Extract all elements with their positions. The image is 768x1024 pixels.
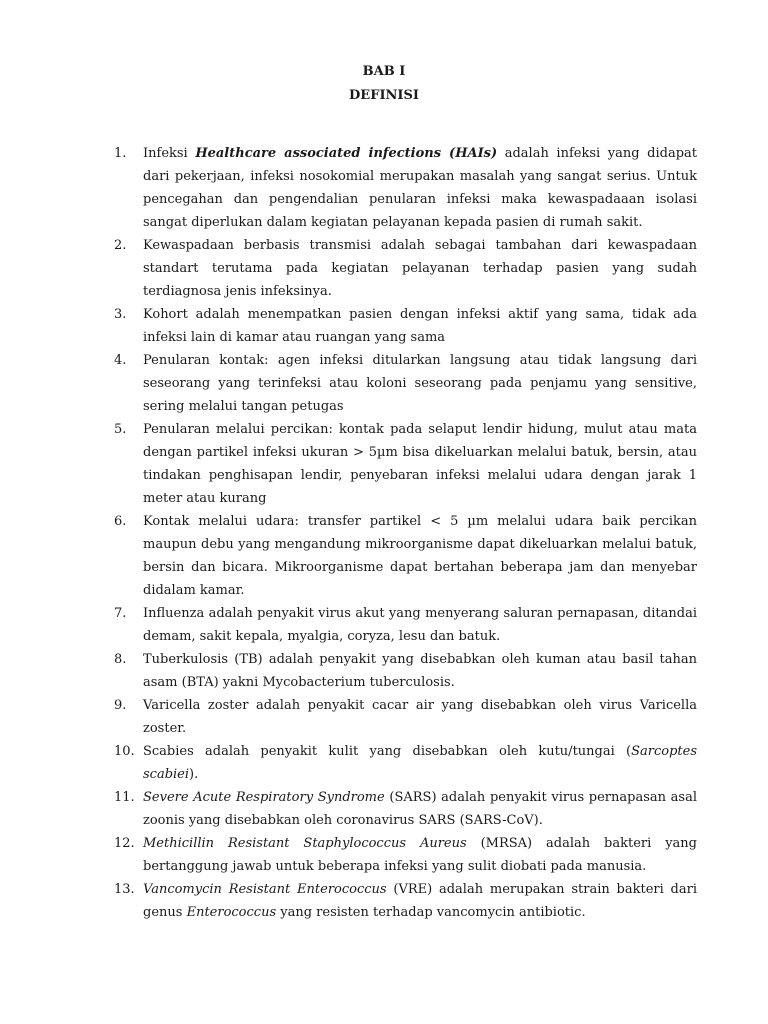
text-segment: Varicella zoster adalah penyakit cacar air yang disebabkan oleh virus Varicella zoster. [143,698,697,736]
item-number: 4. [114,353,127,368]
item-text [143,146,697,230]
text-segment: Severe Acute Respiratory Syndrome [143,790,385,805]
text-segment: Infeksi [143,146,196,161]
text-segment: Penularan melalui percikan: kontak pada selaput lendir hidung, mulut atau mata dengan partikel infeksi ukuran > 5µm bisa dikeluarkan melalui batuk, bersin, atau tindakan penghisapan lendir, penyebaran infeksi melalui udara dengan jarak 1 meter atau kurang [143,422,697,506]
definition-item [114,510,697,602]
item-text [143,836,697,874]
item-text [143,606,697,644]
definition-item [114,878,697,924]
definition-item [114,142,697,234]
definition-item [114,694,697,740]
item-number: 1. [114,146,127,161]
item-text [143,422,697,506]
definition-item [114,234,697,303]
text-segment: (SARS) adalah penyakit virus pernapasan asal zoonis yang disebabkan oleh coronavirus SARS (SARS-CoV). [143,790,697,828]
text-segment: Scabies adalah penyakit kulit yang disebabkan oleh kutu/tungai ( [143,744,632,759]
definition-item [114,648,697,694]
chapter-heading: BAB I [362,64,406,79]
item-number: 10. [114,744,135,759]
item-number: 2. [114,238,127,253]
definition-item [114,786,697,832]
item-number: 6. [114,514,127,529]
item-number: 12. [114,836,135,851]
item-number: 8. [114,652,127,667]
text-segment: ). [189,767,199,782]
text-segment: Penularan kontak: agen infeksi ditularkan langsung atau tidak langsung dari seseorang yang terinfeksi atau koloni seseorang pada penjamu yang sensitive, sering melalui tangan petugas [143,353,697,414]
item-text [143,882,697,920]
text-segment: yang resisten terhadap vancomycin antibiotic. [276,905,586,920]
item-text [143,353,697,414]
text-segment: (MRSA) adalah bakteri yang bertanggung jawab untuk beberapa infeksi yang sulit diobati pada manusia. [143,836,697,874]
definition-item [114,740,697,786]
text-segment: Kewaspadaan berbasis transmisi adalah sebagai tambahan dari kewaspadaan standart terutama pada kegiatan pelayanan terhadap pasien yang sudah terdiagnosa jenis infeksinya. [143,238,697,299]
item-text [143,514,697,598]
definition-item [114,303,697,349]
text-segment: (VRE) adalah merupakan strain bakteri dari genus [143,882,697,920]
item-text [143,744,697,782]
text-segment: Sarcoptes scabiei [143,744,697,782]
definition-item [114,832,697,878]
text-segment: Kontak melalui udara: transfer partikel < 5 µm melalui udara baik percikan maupun debu yang mengandung mikroorganisme dapat dikeluarkan melalui batuk, bersin dan bicara. Mikroorganisme dapat bertahan beberapa jam dan menyebar didalam kamar. [143,514,697,598]
item-number: 11. [114,790,135,805]
definition-item [114,602,697,648]
item-text [143,698,697,736]
item-number: 3. [114,307,127,322]
text-segment: Methicillin Resistant Staphylococcus Aureus [143,836,467,851]
item-number: 13. [114,882,135,897]
text-segment: Kohort adalah menempatkan pasien dengan infeksi aktif yang sama, tidak ada infeksi lain di kamar atau ruangan yang sama [143,307,697,345]
item-number: 5. [114,422,127,437]
text-segment: Influenza adalah penyakit virus akut yang menyerang saluran pernapasan, ditandai demam, sakit kepala, myalgia, coryza, lesu dan batuk. [143,606,697,644]
text-segment: Healthcare associated infections (HAIs) [195,146,498,161]
item-text [143,652,697,690]
chapter-title: DEFINISI [349,88,419,103]
item-text [143,790,697,828]
text-segment: Tuberkulosis (TB) adalah penyakit yang disebabkan oleh kuman atau basil tahan asam (BTA) yakni Mycobacterium tuberculosis. [143,652,697,690]
item-number: 7. [114,606,127,621]
definition-item [114,418,697,510]
definition-list [114,142,697,924]
text-segment: Vancomycin Resistant Enterococcus [143,882,387,897]
item-text [143,238,697,299]
item-text [143,307,697,345]
text-segment: adalah infeksi yang didapat dari pekerjaan, infeksi nosokomial merupakan masalah yang sangat serius. Untuk pencegahan dan pengendalian penularan infeksi maka kewaspadaaan isolasi sangat diperlukan dalam kegiatan pelayanan kepada pasien di rumah sakit. [143,146,697,230]
definition-item [114,349,697,418]
item-number: 9. [114,698,127,713]
text-segment: Enterococcus [186,905,277,920]
